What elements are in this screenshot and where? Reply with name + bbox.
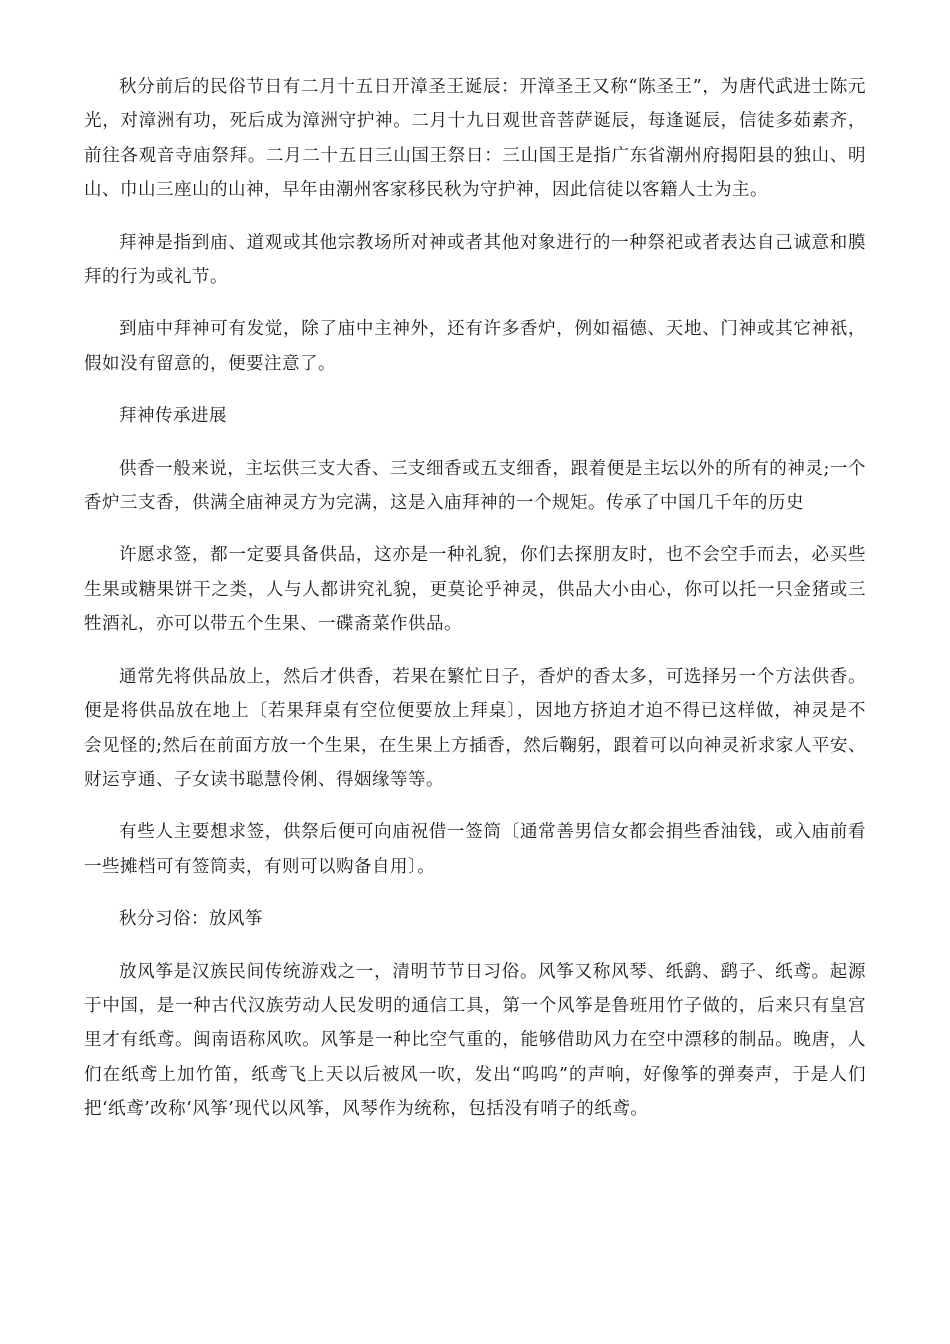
paragraph-wish-offerings: 许愿求签，都一定要具备供品，这亦是一种礼貌，你们去探朋友时，也不会空手而去，必买些生果或糖果饼干之类，人与人都讲究礼貌，更莫论乎神灵，供品大小由心，你可以托一只金猪或三牲酒礼，亦可以带五个生果、一碟斋菜作供品。	[84, 545, 866, 635]
paragraph-worship-definition: 拜神是指到庙、道观或其他宗教场所对神或者其他对象进行的一种祭祀或者表达自己诚意和膜拜的行为或礼节。	[84, 232, 866, 288]
document-page	[84, 70, 866, 1145]
paragraph-fortune-sticks: 有些人主要想求签，供祭后便可向庙祝借一签筒〔通常善男信女都会捐些香油钱，或入庙前看一些摊档可有签筒卖，有则可以购备自用〕。	[84, 822, 866, 877]
paragraph-temple-incense-burners: 到庙中拜神可有发觉，除了庙中主神外，还有许多香炉，例如福德、天地、门神或其它神祇，假如没有留意的，便要注意了。	[84, 319, 866, 374]
paragraph-incense-offering: 供香一般来说，主坛供三支大香、三支细香或五支细香，跟着便是主坛以外的所有的神灵;一个香炉三支香，供满全庙神灵方为完满，这是入庙拜神的一个规矩。传承了中国几千年的历史	[84, 458, 866, 514]
paragraph-kite-history: 放风筝是汉族民间传统游戏之一，清明节节日习俗。风筝又称风琴、纸鹞、鹞子、纸鸢。起源于中国，是一种古代汉族劳动人民发明的通信工具，第一个风筝是鲁班用竹子做的，后来只有皇宫里才有纸鸢。闽南语称风吹。风筝是一种比空气重的，能够借助风力在空中漂移的制品。晚唐，人们在纸鸢上加竹笛，纸鸢飞上天以后被风一吹，发出“呜呜”的声响，好像筝的弹奏声，于是人们把‘纸鸢’改称‘风筝’现代以风筝，风琴作为统称，包括没有哨子的纸鸢。	[84, 961, 866, 1120]
paragraph-mid-autumn-festivals: 秋分前后的民俗节日有二月十五日开漳圣王诞辰：开漳圣王又称“陈圣王”，为唐代武进士陈元光，对漳洲有功，死后成为漳洲守护神。二月十九日观世音菩萨诞辰，每逢诞辰，信徒多茹素齐，前往各观音寺庙祭拜。二月二十五日三山国王祭日：三山国王是指广东省潮州府揭阳县的独山、明山、巾山三座山的山神，早年由潮州客家移民秋为守护神，因此信徒以客籍人士为主。	[84, 77, 866, 201]
section-heading-worship-tradition: 拜神传承进展	[119, 406, 227, 427]
paragraph-offering-procedure: 通常先将供品放上，然后才供香，若果在繁忙日子，香炉的香太多，可选择另一个方法供香。便是将供品放在地上〔若果拜桌有空位便要放上拜桌〕，因地方挤迫才迫不得已这样做，神灵是不会见怪的;然后在前面方放一个生果，在生果上方插香，然后鞠躬，跟着可以向神灵祈求家人平安、财运亨通、子女读书聪慧伶俐、得姻缘等等。	[84, 666, 866, 790]
section-heading-kite-flying: 秋分习俗：放风筝	[119, 909, 263, 930]
